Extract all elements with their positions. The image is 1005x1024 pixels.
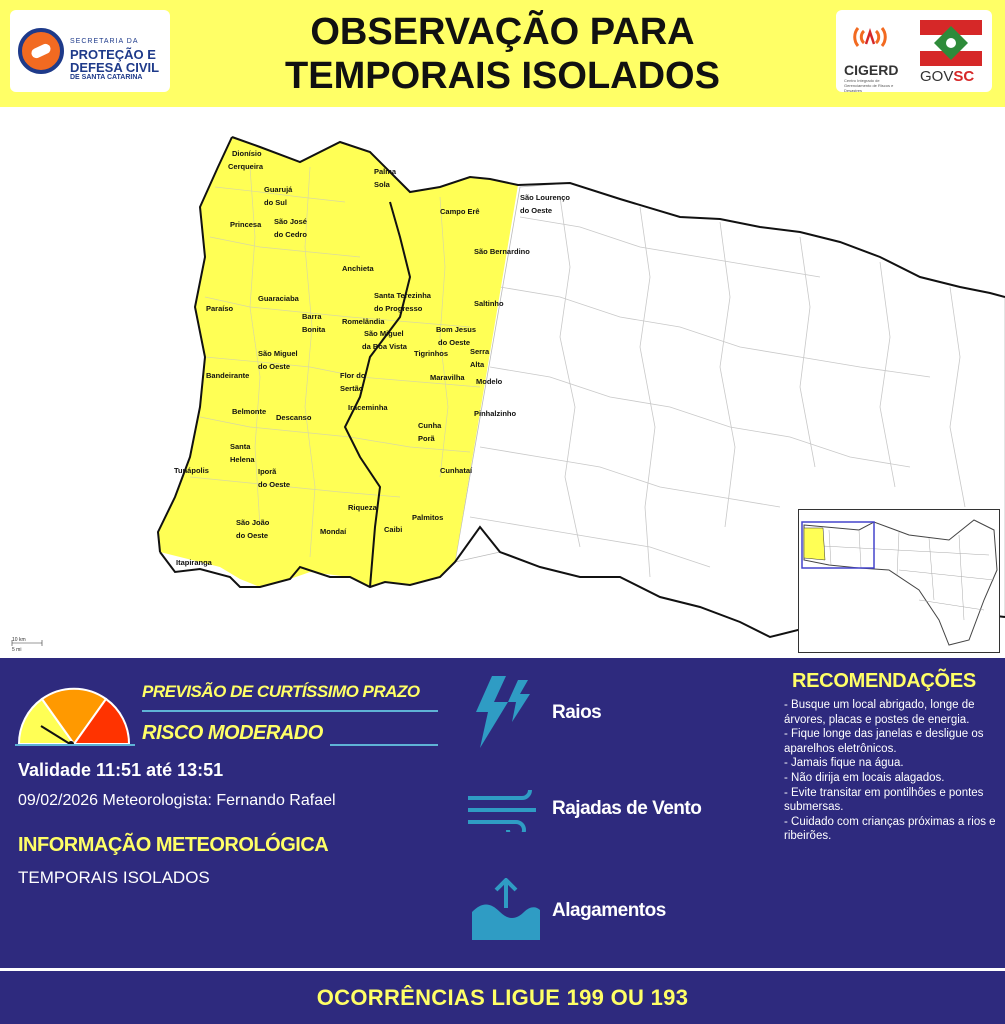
map-label: Riqueza [348,503,377,512]
inset-highlight [804,528,825,560]
map-label: do Sul [264,198,287,207]
map-label: Descanso [276,413,312,422]
page-title [220,10,785,98]
recommendations-heading: RECOMENDAÇÕES [792,670,976,692]
info-heading: INFORMAÇÃO METEOROLÓGICA [18,834,329,856]
recommendation-item: - Busque um local abrigado, longe de árvores, placas e postes de energia. [784,699,975,726]
map-label: Bonita [302,325,326,334]
alert-map [0,107,1005,658]
risk-level-label: RISCO MODERADO [142,722,323,744]
recommendation-item: - Cuidado com crianças próximas a rios e ribeirões. [784,815,996,843]
emergency-contact-text: OCORRÊNCIAS LIGUE 199 OU 193 [316,985,689,1010]
map-label: do Cedro [274,230,307,239]
map-label: Tunápolis [174,466,209,475]
map-label: do Progresso [374,304,423,313]
map-label: Santa [230,442,251,451]
scale-labels [12,637,26,653]
map-label: do Oeste [258,362,291,371]
map-label: Bandeirante [206,371,250,380]
map-label: Modelo [476,377,503,386]
risk-gauge-icon [15,682,133,746]
map-label: Helena [230,455,255,464]
map-label: São Lourenço [520,193,571,202]
map-label: Palma [374,167,397,176]
forecast-panel [0,658,1005,968]
government-logos [836,10,992,92]
map-label: São Bernardino [474,247,530,256]
defesa-civil-logo [10,10,170,92]
map-label: Cerqueira [228,162,264,171]
logo-line-3: DEFESA CIVIL [70,60,160,75]
map-label: do Oeste [438,338,471,347]
inset-state-outline [804,520,997,645]
map-label: Iporã [258,467,277,476]
recommendations-list [784,698,996,844]
map-label: Tigrinhos [414,349,449,358]
map-label: Porã [418,434,435,443]
map-label: Barra [302,312,322,321]
map-label: Caibi [384,525,403,534]
recommendation-item: - Jamais fique na água. [784,757,904,770]
inset-canvas [799,510,999,652]
santa-catarina-flag-icon [920,20,982,66]
map-label: Dionísio [232,149,262,158]
map-label: Maravilha [430,373,465,382]
title-line-1: OBSERVAÇÃO PARA [310,11,695,53]
map-label: Sertão [340,384,364,393]
map-label: Campo Erê [440,207,480,216]
map-label: Guarujá [264,185,293,194]
map-label: Belmonte [232,407,267,416]
map-label: São José [274,217,307,226]
map-label: Serra [470,347,490,356]
header-banner [0,0,1005,107]
forecast-type-label: PREVISÃO DE CURTÍSSIMO PRAZO [142,682,420,701]
map-label: Cunhataí [440,466,473,475]
map-label: Santa Terezinha [374,291,431,300]
map-label: São Miguel [258,349,298,358]
cigerd-label: CIGERD [844,62,899,78]
info-value: TEMPORAIS ISOLADOS [18,868,210,887]
map-label: Bom Jesus [436,325,477,334]
map-label: Princesa [230,220,262,229]
wind-icon [466,790,546,832]
defesa-civil-emblem-icon [18,28,64,74]
map-label: São João [236,518,270,527]
map-label: São Miguel [364,329,404,338]
logo-line-2: PROTEÇÃO E [70,47,156,62]
recommendation-item: - Evite transitar em pontilhões e pontes submersas. [784,786,984,814]
map-label: da Boa Vista [362,342,407,351]
map-label: Guaraciaba [258,294,299,303]
map-label: Paraíso [206,304,234,313]
cigerd-sublabel: Centro Integrado de Gerenciamento de Riscos e Desastres [844,78,894,93]
divider [142,710,438,712]
map-label: Saltinho [474,299,504,308]
map-label: Sola [374,180,390,189]
govsc-label: GOVSC [920,68,975,85]
hazard-label-wind: Rajadas de Vento [552,798,702,819]
date-meteorologist: 09/02/2026 Meteorologista: Fernando Rafael [18,792,336,809]
map-label: Palmitos [412,513,444,522]
locator-inset-map [798,509,1000,653]
map-label: Pinhalzinho [474,409,517,418]
map-label: do Oeste [236,531,269,540]
scale-mi-label: 5 mi [12,647,22,653]
map-label: Iraceminha [348,403,388,412]
map-label: Mondaí [320,527,347,536]
title-line-2: TEMPORAIS ISOLADOS [285,55,720,97]
map-label: Flor do [340,371,366,380]
logo-line-1: SECRETARIA DA [70,38,139,45]
recommendation-item: - Não dirija em locais alagados. [784,771,945,784]
map-label: do Oeste [520,206,553,215]
cigerd-signal-icon [850,18,890,58]
divider [330,744,438,746]
validity-period: Validade 11:51 até 13:51 [18,760,224,780]
hazard-label-lightning: Raios [552,702,602,723]
map-label: Alta [470,360,485,369]
flood-icon [470,878,542,942]
map-label: Cunha [418,421,442,430]
map-label: Itapiranga [176,558,212,567]
logo-line-4: DE SANTA CATARINA [70,74,143,81]
hazard-label-flood: Alagamentos [552,900,666,921]
map-label: do Oeste [258,480,291,489]
map-label: Romelândia [342,317,385,326]
footer-banner [0,968,1005,1024]
map-label: Anchieta [342,264,374,273]
divider [15,744,135,746]
lightning-icon [472,676,536,748]
scale-km-label: 10 km [12,637,26,643]
recommendation-item: - Fique longe das janelas e desligue os aparelhos eletrônicos. [784,728,984,755]
